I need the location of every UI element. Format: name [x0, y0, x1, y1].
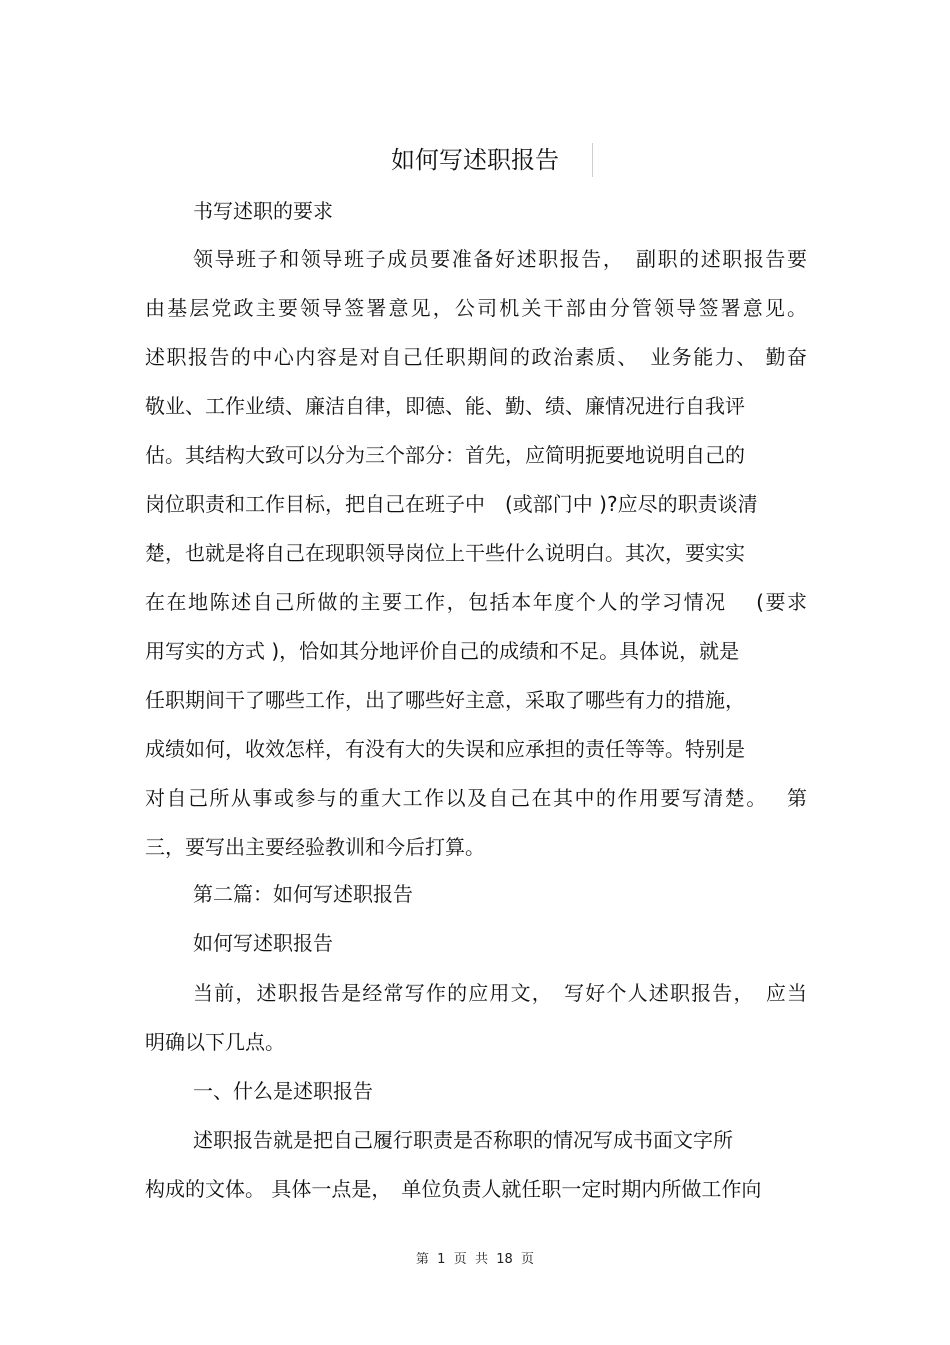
paragraph-line: 明确以下几点。: [145, 1030, 285, 1054]
page-number-footer: 第 1 页 共 18 页: [415, 1252, 535, 1267]
paragraph-line: 任职期间干了哪些工作，出了哪些好主意，采取了哪些有力的措施，: [145, 688, 745, 712]
paragraph-line: 敬业、工作业绩、廉洁自律，即德、能、勤、绩、廉情况进行自我评: [145, 394, 745, 418]
text-cursor: [592, 143, 593, 177]
paragraph-line: 由基层党政主要领导签署意见，公司机关干部由分管领导签署意见。: [145, 296, 807, 320]
paragraph-line: 领导班子和领导班子成员要准备好述职报告， 副职的述职报告要: [193, 247, 807, 271]
paragraph-line: 用写实的方式 )，恰如其分地评价自己的成绩和不足。具体说，就是: [145, 639, 740, 663]
paragraph-line: 对自己所从事或参与的重大工作以及自己在其中的作用要写清楚。 第: [145, 786, 807, 810]
paragraph-line: 在在地陈述自己所做的主要工作，包括本年度个人的学习情况 (要求: [145, 590, 807, 614]
section-heading: 第二篇：如何写述职报告: [193, 882, 413, 906]
paragraph-line: 述职报告的中心内容是对自己任职期间的政治素质、 业务能力、 勤奋: [145, 345, 807, 369]
section-heading: 如何写述职报告: [193, 931, 333, 955]
paragraph-line: 岗位职责和工作目标，把自己在班子中 (或部门中 )?应尽的职责谈清: [145, 492, 758, 516]
document-title: 如何写述职报告: [391, 146, 559, 174]
paragraph-line: 述职报告就是把自己履行职责是否称职的情况写成书面文字所: [193, 1128, 733, 1152]
paragraph-line: 当前，述职报告是经常写作的应用文， 写好个人述职报告， 应当: [193, 981, 807, 1005]
paragraph-line: 成绩如何，收效怎样，有没有大的失误和应承担的责任等等。特别是: [145, 737, 745, 761]
paragraph-line: 三，要写出主要经验教训和今后打算。: [145, 835, 485, 859]
paragraph-line: 构成的文体。 具体一点是， 单位负责人就任职一定时期内所做工作向: [145, 1177, 762, 1201]
paragraph-line: 估。其结构大致可以分为三个部分：首先，应简明扼要地说明自己的: [145, 443, 745, 467]
paragraph-line: 楚，也就是将自己在现职领导岗位上干些什么说明白。其次，要实实: [145, 541, 745, 565]
section-heading: 书写述职的要求: [193, 199, 333, 223]
section-heading: 一、什么是述职报告: [193, 1079, 373, 1103]
